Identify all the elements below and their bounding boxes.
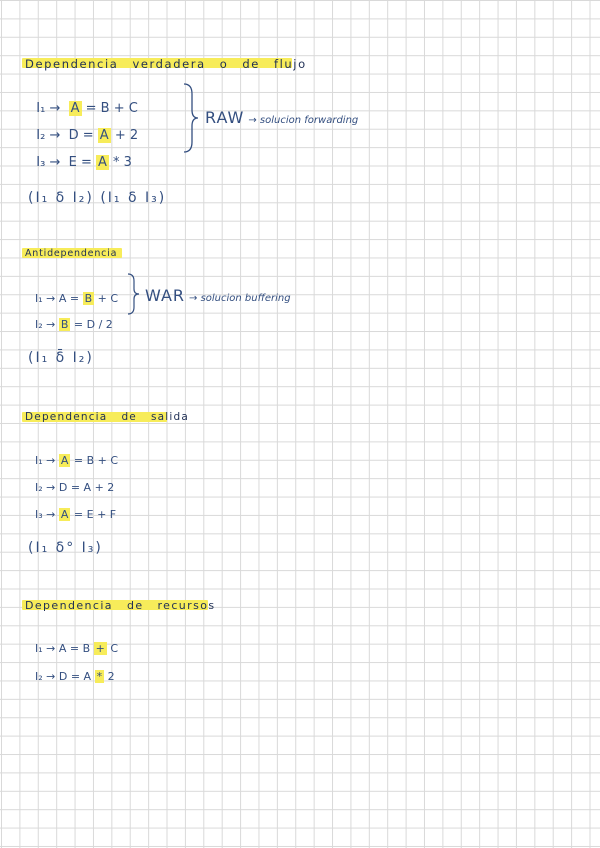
expr-pre: A =	[58, 292, 80, 305]
dependency-relation: (I₁ δ I₂) (I₁ δ I₃)	[28, 190, 167, 206]
instruction-line	[28, 301, 113, 333]
highlighted-operand: B	[84, 292, 93, 305]
title-word: Dependencia	[25, 411, 108, 423]
section-title-waw	[22, 411, 192, 424]
title-word: de	[126, 599, 144, 612]
highlighted-operand: A	[60, 508, 69, 521]
curly-brace-icon	[125, 272, 141, 316]
instruction-line	[28, 653, 115, 685]
expr-post: = B + C	[73, 454, 119, 467]
expr-post: 2	[107, 670, 115, 683]
instruction-label: I₁ →	[35, 642, 56, 655]
instruction-label: I₃ →	[35, 508, 56, 521]
expr-post: = E + F	[73, 508, 117, 521]
instruction-label: I₂ →	[36, 128, 61, 143]
title-word: o	[219, 57, 229, 71]
expr-pre: D =	[68, 128, 94, 143]
title-word: de	[121, 411, 137, 423]
highlighted-operator: +	[95, 642, 105, 655]
highlighted-operand: A	[60, 454, 69, 467]
highlighted-operand: A	[98, 155, 107, 170]
expr-post: = B + C	[85, 101, 138, 116]
instruction-label: I₁ →	[35, 454, 56, 467]
expr-post: + C	[97, 292, 119, 305]
instruction-line	[28, 139, 132, 171]
instruction-label: I₂ →	[35, 481, 56, 494]
curly-brace-icon	[180, 82, 200, 154]
instruction-label: I₂ →	[35, 670, 56, 683]
expr-pre: D = A + 2	[58, 481, 115, 494]
expr-pre: D = A	[58, 670, 92, 683]
section-title-resources	[22, 599, 218, 612]
dependency-relation: (I₁ δ̄ I₂)	[28, 350, 94, 366]
highlighted-operator: *	[96, 670, 103, 683]
expr-pre: A = B	[58, 642, 91, 655]
highlighted-operand: B	[60, 318, 69, 331]
brace-annotation	[145, 286, 291, 305]
title-word: flujo	[273, 57, 307, 71]
instruction-line	[28, 491, 116, 523]
highlighted-operand: A	[70, 101, 80, 116]
title-word: Dependencia	[25, 57, 119, 71]
title-word: salida	[150, 411, 190, 423]
title-word: verdadera	[132, 57, 206, 71]
section-title-raw	[22, 58, 310, 71]
title-word: Dependencia	[25, 599, 113, 612]
expr-post: = D / 2	[73, 318, 113, 331]
section-title-war	[22, 247, 120, 260]
instruction-label: I₁ →	[35, 292, 56, 305]
title-word: recursos	[157, 599, 216, 612]
instruction-label: I₃ →	[36, 155, 61, 170]
expr-post: * 3	[113, 155, 132, 170]
dependency-relation: (I₁ δ° I₃)	[28, 540, 103, 556]
brace-annotation	[205, 108, 358, 127]
hazard-abbr: RAW	[205, 108, 245, 127]
solution-note: → solucion forwarding	[248, 115, 359, 126]
highlighted-operand: A	[99, 128, 109, 143]
instruction-label: I₂ →	[35, 318, 56, 331]
expr-pre: E =	[68, 155, 92, 170]
title-word: de	[242, 57, 260, 71]
expr-post: C	[110, 642, 119, 655]
expr-post: + 2	[114, 128, 139, 143]
instruction-label: I₁ →	[36, 101, 61, 116]
hazard-abbr: WAR	[145, 286, 186, 305]
solution-note: → solucion buffering	[189, 293, 291, 304]
title-word: Antidependencia	[25, 248, 118, 259]
